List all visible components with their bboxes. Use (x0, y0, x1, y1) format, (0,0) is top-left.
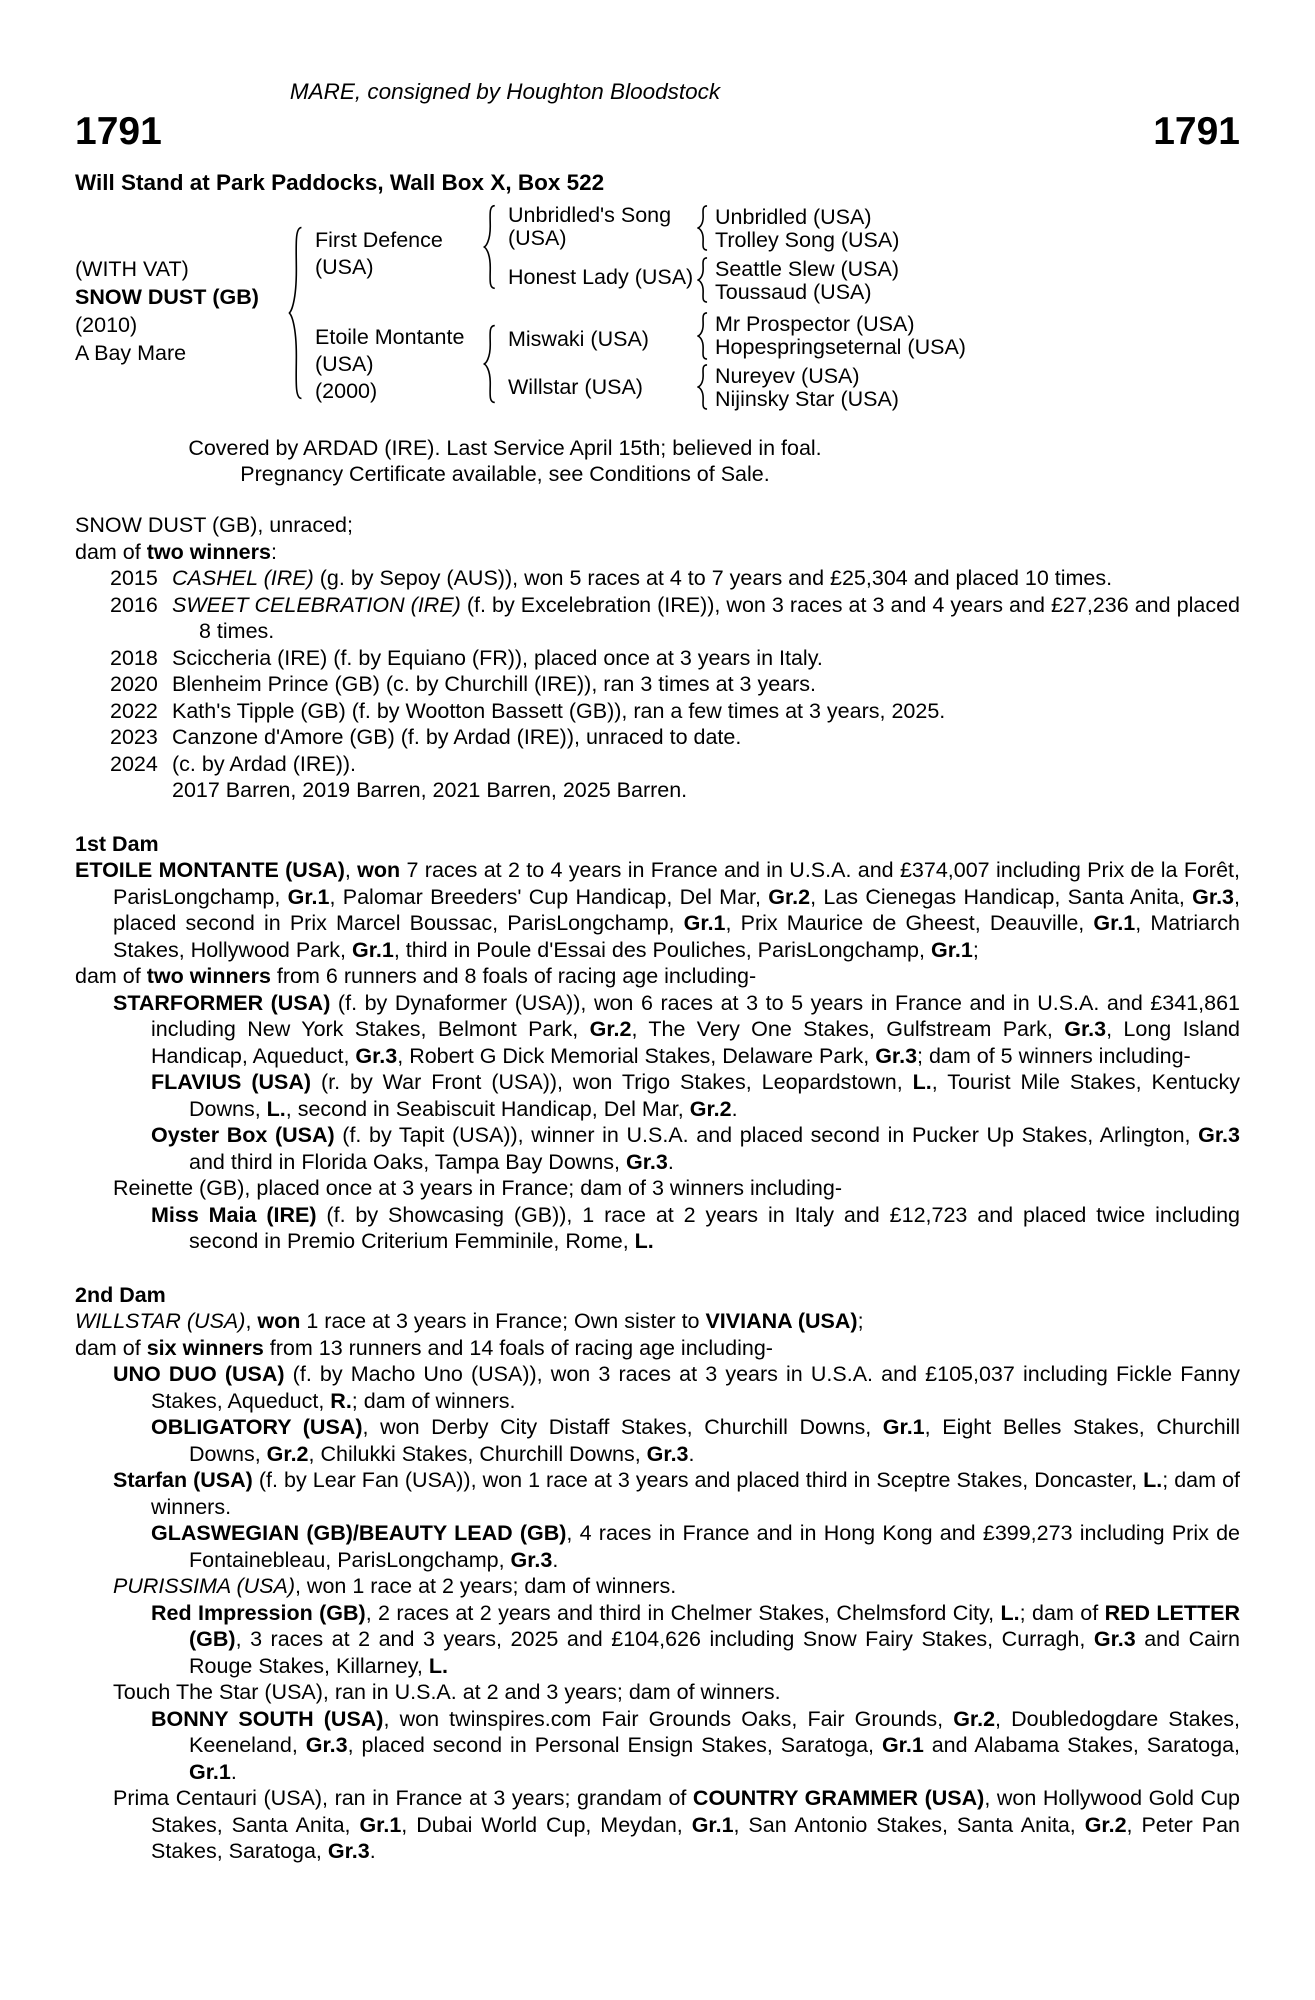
second-dam-note-4: OBLIGATORY (USA), won Derby City Distaff Stakes, Churchill Downs, Gr.1, Eight Belles Stakes, Churchill Downs, Gr.2, Chilukki Stakes, Churchill Downs, Gr.3. (151, 1415, 1240, 1466)
second-dam-note-7: PURISSIMA (USA), won 1 race at 2 years; dam of winners. (113, 1574, 677, 1598)
pedigree-brace-icon (482, 324, 497, 404)
pedigree-brace-icon (482, 204, 497, 290)
produce-row-2020 (75, 671, 1240, 698)
first-dam-note-6: Reinette (GB), placed once at 3 years in France; dam of 3 winners including- (113, 1176, 842, 1200)
gen3-name-4: Toussaud (USA) (715, 280, 872, 304)
produce-details: Blenheim Prince (GB) (c. by Churchill (IRE)), ran 3 times at 3 years. (172, 672, 816, 696)
produce-year: 2022 (110, 698, 158, 723)
dam-cell (315, 324, 464, 405)
produce-details: 2017 Barren, 2019 Barren, 2021 Barren, 2025 Barren. (172, 778, 688, 802)
sire-cell (315, 227, 443, 281)
produce-row-2024 (75, 751, 1240, 778)
first-dam-note-5: Oyster Box (USA) (f. by Tapit (USA)), winner in U.S.A. and placed second in Pucker Up Stakes, Arlington, Gr.3 and third in Florida Oaks, Tampa Bay Downs, Gr.3. (151, 1123, 1240, 1174)
second-dam-note-6: GLASWEGIAN (GB)/BEAUTY LEAD (GB), 4 races in France and in Hong Kong and £399,273 including Prix de Fontainebleau, ParisLongchamp, Gr.3. (151, 1521, 1240, 1572)
produce-year: 2016 (110, 592, 158, 617)
horse-name: SNOW DUST (GB) (75, 285, 259, 309)
produce-details: (c. by Ardad (IRE)). (172, 751, 356, 776)
lot-number-left: 1791 (75, 110, 162, 153)
second-dam-note-8: Red Impression (GB), 2 races at 2 years and third in Chelmer Stakes, Chelmsford City, L.; dam of RED LETTER (GB), 3 races at 2 and 3 years, 2025 and £104,626 including Snow Fairy Stakes, Curragh, Gr.3 and Cairn Rouge Stakes, Killarney, L. (151, 1600, 1240, 1678)
damsire-cell: Miswaki (USA) (508, 327, 649, 351)
second-dam-note-11: Prima Centauri (USA), ran in France at 3 years; grandam of COUNTRY GRAMMER (USA), won Hollywood Gold Cup Stakes, Santa Anita, Gr.1, Dubai World Cup, Meydan, Gr.1, San Antonio Stakes, Santa Anita, Gr.2, Peter Pan Stakes, Saratoga, Gr.3. (113, 1786, 1241, 1863)
produce-row-2018 (75, 645, 1240, 672)
gen3-name-1: Unbridled (USA) (715, 205, 872, 229)
second-dam-note-10: BONNY SOUTH (USA), won twinspires.com Fair Grounds Oaks, Fair Grounds, Gr.2, Doubledogdare Stakes, Keeneland, Gr.3, placed second in Personal Ensign Stakes, Saratoga, Gr.1 and Alabama Stakes, Saratoga, Gr.1. (151, 1706, 1240, 1784)
catalogue-body (75, 512, 1240, 1865)
lot-number-row (75, 112, 1240, 154)
second-dam-note-3: UNO DUO (USA) (f. by Macho Uno (USA)), won 3 races at 3 years in U.S.A. and £105,037 including Fickle Fanny Stakes, Aqueduct, R.; dam of winners. (113, 1362, 1241, 1413)
damdam-cell: Willstar (USA) (508, 375, 643, 399)
produce-row-2022 (75, 698, 1240, 725)
produce-year: 2015 (110, 566, 158, 590)
covering-statement (75, 435, 935, 487)
consignor-line: MARE, consigned by Houghton Bloodstock (289, 79, 721, 104)
pedigree-brace-icon (696, 364, 709, 410)
dam-name: Etoile Montante (315, 325, 465, 349)
produce-year: 2023 (110, 725, 158, 749)
produce-year: 2018 (110, 645, 158, 670)
produce-year: 2024 (110, 751, 158, 776)
second-dam-heading: 2nd Dam (75, 1282, 166, 1307)
first-dam-note-1: ETOILE MONTANTE (USA), won 7 races at 2 to 4 years in France and in U.S.A. and £374,007 including Prix de la Forêt, ParisLongchamp, Gr.1, Palomar Breeders' Cup Handicap, Del Mar, Gr.2, Las Cienegas Handicap, Santa Anita, Gr.3, placed second in Prix Marcel Boussac, ParisLongchamp, Gr.1, Prix Maurice de Gheest, Deauville, Gr.1, Matriarch Stakes, Hollywood Park, Gr.1, third in Poule d'Essai des Pouliches, ParisLongchamp, Gr.1; (75, 858, 1240, 962)
lot-number-right: 1791 (1153, 110, 1240, 153)
first-dam-note-7: Miss Maia (IRE) (f. by Showcasing (GB)), 1 race at 2 years in Italy and £12,723 and placed twice including second in Premio Criterium Femminile, Rome, L. (151, 1202, 1241, 1253)
produce-intro-1: SNOW DUST (GB), unraced; (75, 513, 353, 537)
stand-location-line: Will Stand at Park Paddocks, Wall Box X, Box 522 (75, 170, 605, 195)
produce-details: Canzone d'Amore (GB) (f. by Ardad (IRE)), unraced to date. (172, 725, 742, 749)
produce-details: Kath's Tipple (GB) (f. by Wootton Bassett (GB)), ran a few times at 3 years, 2025. (172, 698, 946, 723)
produce-year (110, 777, 172, 804)
produce-row-2023 (75, 724, 1240, 751)
gen3-name-3: Seattle Slew (USA) (715, 257, 900, 281)
produce-row-2016 (75, 592, 1240, 645)
gen3-name-7: Nureyev (USA) (715, 364, 860, 388)
gen3-name-6: Hopespringseternal (USA) (715, 335, 966, 359)
produce-row-2015 (75, 565, 1240, 592)
dam-year: (2000) (315, 379, 378, 403)
produce-year: 2020 (110, 672, 158, 696)
granddam-cell: Honest Lady (USA) (508, 265, 694, 289)
second-dam-note-5: Starfan (USA) (f. by Lear Fan (USA)), won 1 race at 3 years and placed third in Sceptre Stakes, Doncaster, L.; dam of winners. (113, 1468, 1241, 1519)
grandsire-country: (USA) (508, 226, 567, 250)
gen3-name-8: Nijinsky Star (USA) (715, 387, 899, 411)
second-dam-note-1: WILLSTAR (USA), won 1 race at 3 years in France; Own sister to VIVIANA (USA); (75, 1309, 864, 1333)
grandsire-name: Unbridled's Song (508, 203, 672, 227)
grandsire-cell (508, 204, 671, 250)
sire-country: (USA) (315, 255, 374, 279)
produce-details: SWEET CELEBRATION (IRE) (f. by Excelebration (IRE)), won 3 races at 3 and 4 years and £27,236 and placed 8 times. (172, 592, 1240, 643)
pedigree-brace-icon (287, 224, 304, 402)
horse-info-block (75, 255, 259, 367)
pedigree-brace-icon (696, 205, 709, 251)
first-dam-heading: 1st Dam (75, 831, 159, 856)
covering-line-1: Covered by ARDAD (IRE). Last Service April 15th; believed in foal. (188, 436, 822, 460)
produce-intro-2: dam of two winners: (75, 539, 277, 564)
second-dam-note-9: Touch The Star (USA), ran in U.S.A. at 2 and 3 years; dam of winners. (113, 1680, 781, 1704)
first-dam-note-3: STARFORMER (USA) (f. by Dynaformer (USA)), won 6 races at 3 to 5 years in France and in U.S.A. and £341,861 including New York Stakes, Belmont Park, Gr.2, The Very One Stakes, Gulfstream Park, Gr.3, Long Island Handicap, Aqueduct, Gr.3, Robert G Dick Memorial Stakes, Delaware Park, Gr.3; dam of 5 winners including- (113, 990, 1241, 1068)
pedigree-table (75, 200, 1240, 414)
produce-details: Sciccheria (IRE) (f. by Equiano (FR)), placed once at 3 years in Italy. (172, 645, 823, 670)
gen3-name-5: Mr Prospector (USA) (715, 312, 915, 336)
sire-name: First Defence (315, 228, 443, 252)
gen3-name-2: Trolley Song (USA) (715, 228, 900, 252)
second-dam-note-2: dam of six winners from 13 runners and 14 foals of racing age including- (75, 1335, 773, 1360)
produce-details: CASHEL (IRE) (g. by Sepoy (AUS)), won 5 races at 4 to 7 years and £25,304 and placed 10 times. (172, 566, 1113, 590)
covering-line-2: Pregnancy Certificate available, see Conditions of Sale. (240, 462, 770, 486)
with-vat-note: (WITH VAT) (75, 257, 189, 281)
pedigree-brace-icon (696, 312, 709, 360)
dam-country: (USA) (315, 352, 374, 376)
horse-color-sex: A Bay Mare (75, 341, 187, 365)
foaling-year: (2010) (75, 313, 138, 337)
first-dam-note-4: FLAVIUS (USA) (r. by War Front (USA)), won Trigo Stakes, Leopardstown, L., Tourist Mile Stakes, Kentucky Downs, L., second in Seabiscuit Handicap, Del Mar, Gr.2. (151, 1070, 1240, 1121)
first-dam-note-2: dam of two winners from 6 runners and 8 foals of racing age including- (75, 964, 757, 988)
produce-row-barren (75, 777, 1240, 804)
pedigree-brace-icon (696, 257, 709, 303)
